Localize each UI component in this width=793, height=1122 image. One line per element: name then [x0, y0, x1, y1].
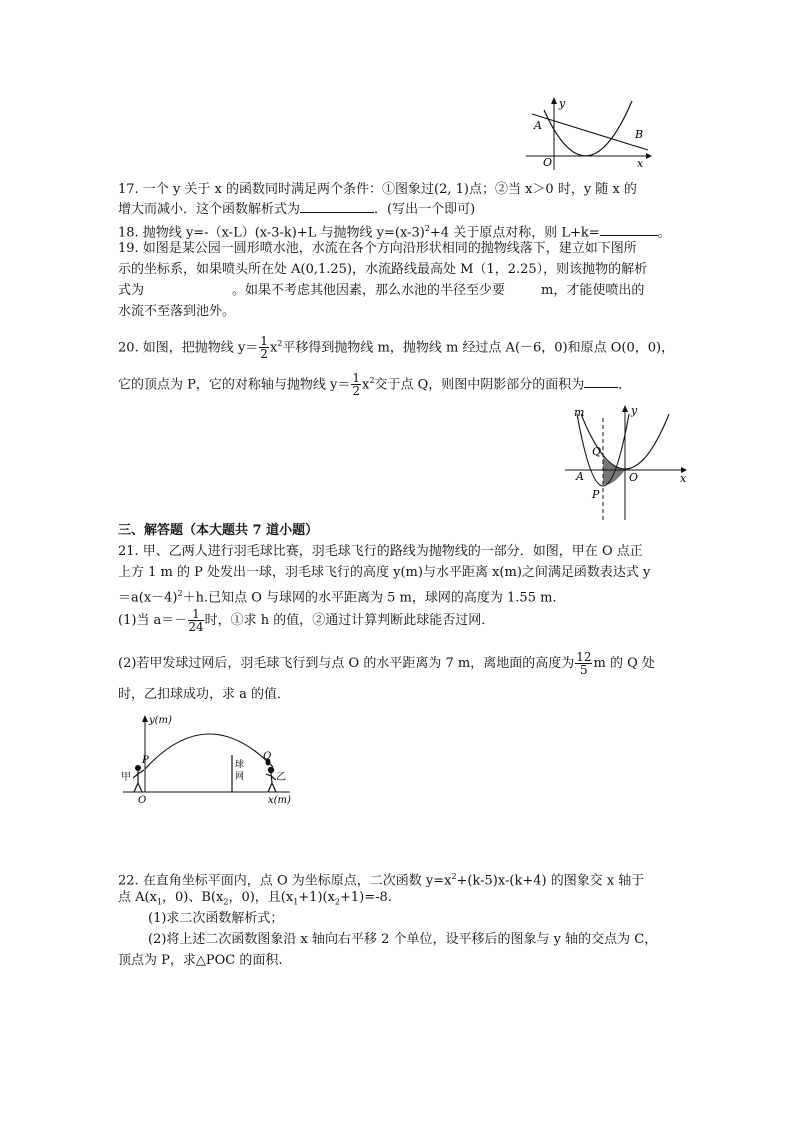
- player-yi-head: [268, 767, 274, 773]
- q18-line: 18. 抛物线 y=-（x-L）(x-3-k)+L 与抛物线 $y=(x-3)^2+4$ 关于原点对称，则 L+k= 。: [118, 224, 671, 241]
- y-arrow: [551, 97, 557, 104]
- answer-blank-q17[interactable]: [300, 200, 374, 213]
- trajectory-curve: [145, 734, 273, 769]
- label-net-1: 球: [235, 760, 245, 770]
- q19-line2: 示的坐标系，如果喷头所在处 A(0,1.25)，水流路线最高处 M（1，2.25），则该抛物的解析: [118, 262, 648, 277]
- fraction-half: $\frac{1}{2}$: [260, 334, 268, 362]
- q20-line2: 它的顶点为 P，它的对称轴与抛物线 y＝ $\frac{1}{2}$ $x^2$交于点 Q，则图中阴影部分的面积为 ．: [118, 371, 632, 399]
- label-O: O: [629, 471, 639, 484]
- player-jia-head: [135, 765, 141, 771]
- label-P: P: [592, 488, 600, 501]
- label-O: O: [138, 795, 147, 806]
- q22-part2-line1: (2)将上述二次函数图象沿 x 轴向右平移 2 个单位，设平移后的图象与 y 轴的交点为 C，: [148, 932, 658, 947]
- shaded-region: [603, 457, 625, 485]
- x-arrow: [646, 153, 652, 159]
- q21-line2: 上方 1 m 的 P 处发出一球，羽毛球飞行的高度 y(m)与水平距离 x(m)之间满足函数表达式 y: [118, 565, 651, 580]
- label-x: x: [637, 157, 644, 170]
- q17-line1: 17. 一个 y 关于 x 的函数同时满足两个条件：①图象过(2, 1)点；②当 x＞0 时，y 随 x 的: [118, 182, 637, 197]
- q20-line1: 20. 如图，把抛物线 y＝ $\frac{1}{2}$ $x^2$平移得到抛物线 m，抛物线 m 经过点 A(－6，0)和原点 O(0，0)，: [118, 334, 675, 362]
- q19-line4: 水流不至落到池外。: [118, 304, 236, 319]
- label-Q: Q: [592, 445, 602, 458]
- player-yi-body: [266, 773, 276, 792]
- q19-line3: 式为 。如果不考虑其他因素，那么水池的半径至少要 m，才能使喷出的: [118, 283, 645, 298]
- q22-line1: 22. 在直角坐标平面内，点 O 为坐标原点，二次函数 $y=x^2+(k-5)x-(k+4)$ 的图象交 x 轴于: [118, 872, 645, 889]
- q22-line2: 点 $A(x_1$，0)、$B(x_2$，0)，且$(x_1+1)(x_2+1)=-8$.: [118, 890, 392, 907]
- label-y: y: [631, 404, 638, 417]
- fraction-1-24: $\frac{1}{24}$: [188, 607, 204, 634]
- player-jia-body: [133, 770, 144, 792]
- label-A: A: [534, 119, 542, 132]
- q17-line2: 增大而减小．这个函数解析式为 ．(写出一个即可): [118, 202, 476, 217]
- y-arrow: [622, 405, 628, 412]
- label-A: A: [576, 470, 584, 483]
- label-m: m: [574, 406, 585, 419]
- figure-parabola-line: [524, 94, 656, 174]
- q22-part1: (1)求二次函数解析式；: [148, 911, 284, 926]
- section-heading: 三、解答题（本大题共 7 道小题）: [118, 523, 319, 538]
- label-y-axis: y(m): [149, 715, 172, 726]
- answer-blank-q20[interactable]: [584, 375, 618, 388]
- label-net-2: 网: [235, 772, 245, 782]
- label-jia: 甲: [121, 772, 131, 783]
- label-B: B: [635, 128, 644, 141]
- label-P: P: [142, 755, 149, 766]
- q21-line1: 21. 甲、乙两人进行羽毛球比赛，羽毛球飞行的路线为抛物线的一部分．如图，甲在 O 点正: [118, 544, 643, 559]
- q22-part2-line2: 顶点为 P，求△POC 的面积.: [118, 953, 283, 968]
- label-Q: Q: [263, 751, 272, 762]
- straight-line: [532, 114, 648, 150]
- label-x: x: [680, 472, 687, 485]
- figure-badminton: [118, 712, 300, 806]
- figure-two-parabolas: [563, 400, 693, 524]
- label-O: O: [543, 156, 553, 169]
- q21-part2-cont: 时，乙扣球成功，求 a 的值．: [118, 687, 291, 702]
- q21-part2: (2)若甲发球过网后，羽毛球飞行到与点 O 的水平距离为 7 m，离地面的高度为 $\frac{12}{5}$ m 的 Q 处: [118, 650, 655, 677]
- q21-part1: (1)当 a＝－ $\frac{1}{24}$ 时，①求 h 的值，②通过计算判断此球能否过网．: [118, 607, 495, 634]
- parabola-curve: [544, 101, 632, 156]
- label-yi: 乙: [276, 772, 286, 783]
- fraction-12-5: $\frac{12}{5}$: [576, 650, 592, 677]
- fraction-half: $\frac{1}{2}$: [352, 371, 360, 399]
- label-y: y: [559, 97, 566, 110]
- q19-line1: 19. 如图是某公园一圆形喷水池，水流在各个方向沿形状相同的抛物线落下，建立如下图所: [118, 241, 637, 256]
- y-arrow: [142, 715, 148, 722]
- label-x-axis: x(m): [268, 795, 291, 806]
- q21-line3: $=a(x-4)^2+h$.已知点 O 与球网的水平距离为 5 m，球网的高度为 1.55 m.: [118, 589, 557, 606]
- answer-blank-q18[interactable]: [600, 223, 658, 236]
